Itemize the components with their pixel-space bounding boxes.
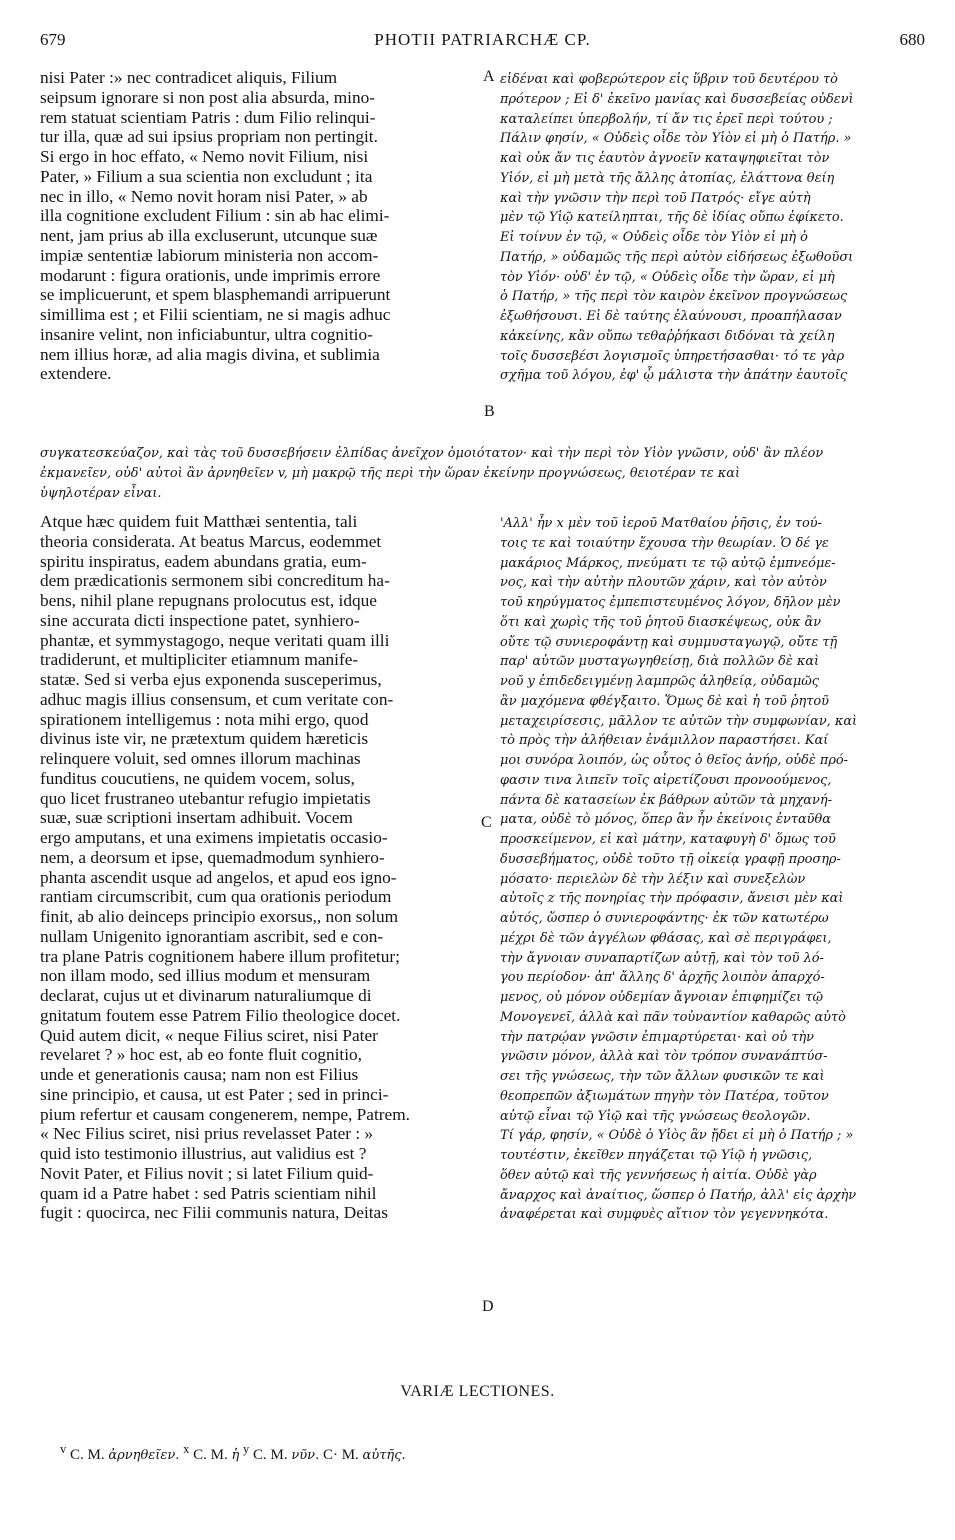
- text-line: ὁ Πατήρ, » τῆς περὶ τὸν καιρὸν ἐκεῖνον προγνώσεως: [500, 289, 848, 305]
- text-line: κἀκείνης, κἂν οὔπω τεθαῤῥήκασι διδόναι τὰ χείλη: [500, 328, 835, 344]
- text-line: dem prædicationis sermonem sibi concreditum ha-: [40, 571, 390, 591]
- running-header: [40, 30, 925, 58]
- text-line: παρ' αὐτῶν μυσταγωγηθείσῃ, διὰ πολλῶν δὲ καὶ: [500, 654, 820, 670]
- note-y: $^y$ C. M. νῦν.: [243, 1442, 320, 1463]
- text-line: declarat, cujus ut et divinarum naturaliumque di: [40, 986, 372, 1005]
- text-line: μεταχειρίσεσις, μᾶλλον τε αὐτῶν τὴν συμφωνίαν, καὶ: [500, 713, 858, 729]
- margin-marker-d: D: [482, 1298, 494, 1315]
- text-line: illa cognitione excludent Filium : sin ab hac elimi-: [40, 206, 390, 226]
- text-line: τοῖς δυσσεβέσι λογισμοῖς ὑπηρετήσασθαι· τό τε γὰρ: [500, 348, 845, 364]
- text-line: 'Αλλ' ἦν x μὲν τοῦ ἱεροῦ Ματθαίου ῥῆσις, ἐν τού-: [500, 516, 822, 531]
- text-line: suæ, suæ scriptioni insertam adhibuit. Vocem: [40, 808, 353, 828]
- text-line: ἐκμανεῖεν, οὐδ' αὐτοὶ ἂν ἀρνηθεῖεν v, μὴ μακρῷ τῆς περὶ τὴν ὥραν ἐκείνην προγνώσεως, θειοτέραν τε καὶ: [40, 465, 740, 481]
- text-line: bens, nihil plane repugnans prolocutus est, idque: [40, 591, 377, 610]
- text-line: spiritu inspiratus, eadem abundans gratia, eum-: [40, 551, 367, 571]
- note-v: $^v$ C. M. ἀρνηθεῖεν.: [60, 1442, 180, 1463]
- text-line: ἄναρχος καὶ ἀναίτιος, ὥσπερ ὁ Πατήρ, ἀλλ' εἰς ἀρχὴν: [500, 1187, 857, 1203]
- text-line: νοῦ y ἐπιδεδειγμένῃ λαμπρῶς ἀληθείᾳ, οὐδαμῶς: [500, 674, 819, 689]
- text-line: ὑψηλοτέραν εἶναι.: [40, 485, 162, 501]
- variae-lectiones-notes: [60, 1442, 406, 1464]
- text-line: rem statuat scientiam Patris : dum Filio relinqui-: [40, 107, 376, 127]
- text-line: μόσατο· περιελὼν δὲ τὴν λέξιν καὶ συνεξελὼν: [500, 871, 806, 887]
- text-line: καὶ τὴν γνῶσιν τὴν περὶ τοῦ Πατρός· εἴγε αὐτὴ: [500, 190, 811, 206]
- text-line: seipsum ignorare si non post alia absurda, mino-: [40, 87, 376, 107]
- text-line: ἀναφέρεται καὶ συμφυὲς αἴτιον τὸν γεγεννηκότα.: [500, 1207, 829, 1223]
- text-line: Atque hæc quidem fuit Matthæi sententia, tali: [40, 512, 358, 531]
- text-line: se implicuerunt, et spem blasphemandi arripuerunt: [40, 285, 391, 305]
- text-line: tradiderunt, et multipliciter etiamnum manife-: [40, 650, 359, 670]
- text-line: Πάλιν φησίν, « Οὐδεὶς οἶδε τὸν Υἱὸν εἰ μὴ ὁ Πατήρ. »: [500, 131, 852, 147]
- margin-marker-b: B: [484, 403, 495, 420]
- text-line: ὅθεν αὐτῷ καὶ τῆς γεννήσεως ἡ αἰτία. Οὐδὲ γὰρ: [500, 1167, 817, 1183]
- text-line: σχῆμα τοῦ λόγου, ἐφ' ᾧ μάλιστα τὴν ἀπάτην ἑαυτοῖς: [500, 368, 848, 384]
- text-line: quo licet frustraneo utebantur refugio impietatis: [40, 788, 371, 808]
- text-line: Εἰ τοίνυν ἐν τῷ, « Οὐδεὶς οἶδε τὸν Υἱὸν εἰ μὴ ὁ: [500, 230, 808, 245]
- variae-lectiones-heading: VARIÆ LECTIONES.: [400, 1383, 555, 1400]
- text-line: Si ergo in hoc effato, « Nemo novit Filium, nisi: [40, 147, 369, 166]
- text-line: προσκείμενον, εἰ καὶ μάτην, καταφυγὴ δ' ὅμως τοῦ: [500, 832, 836, 847]
- text-line: unde et generationis causa; nam non est Filius: [40, 1065, 359, 1084]
- text-line: συγκατεσκεύαζον, καὶ τὰς τοῦ δυσσεβήσειν ἐλπίδας ἀνεῖχον ὁμοιότατον· καὶ τὴν περὶ τὸν Υἱὸν γνῶσιν, οὐδ' ἂν πλέον: [40, 446, 824, 461]
- text-line: pium refertur et causam congenerem, nempe, Patrem.: [40, 1104, 410, 1124]
- running-title: PHOTII PATRIARCHÆ CP.: [374, 30, 591, 49]
- text-line: finit, ab alio deinceps principio exorsus,, non solum: [40, 907, 399, 926]
- text-line: fugit : quocirca, nec Filii communis natura, Deitas: [40, 1203, 388, 1223]
- text-line: Υἱόν, εἰ μὴ μετὰ τῆς ἄλλης ἀτοπίας, ἐλάττονα θείη: [500, 170, 835, 186]
- text-line: ergo amputans, et una eximens impietatis occasio-: [40, 828, 388, 847]
- text-line: sine accurata dicti inspectione patet, synhiero-: [40, 610, 360, 630]
- greek-column-bottom: [500, 514, 930, 1225]
- note-x: $^x$ C. M. ἡ: [183, 1442, 240, 1463]
- text-line: rantiam circumscribit, cum qua orationis periodum: [40, 887, 392, 907]
- text-line: nent, jam prius ab illa excluserunt, utcunque suæ: [40, 226, 378, 245]
- text-line: μὲν τῷ Υἱῷ κατείληπται, τῆς δὲ ἰδίας οὔπω ἐφίκετο.: [500, 210, 844, 226]
- text-line: extendere.: [40, 364, 112, 384]
- text-line: τουτέστιν, ἐκεῖθεν πηγάζεται τῷ Υἱῷ ἡ γνῶσις,: [500, 1148, 813, 1163]
- text-line: σει τῆς γνώσεως, τὴν τῶν ἄλλων φυσικῶν τε καὶ: [500, 1069, 825, 1084]
- text-line: impiæ sententiæ labiorum ministeria non accom-: [40, 245, 379, 265]
- text-line: Μονογενεῖ, ἀλλὰ καὶ πᾶν τοὐναντίον καθαρῶς αὐτὸ: [500, 1009, 846, 1025]
- text-line: τὴν ἄγνοιαν συναπαρτίζων αὐτῇ, καὶ τὸν τοῦ λό-: [500, 950, 824, 966]
- text-line: quam id a Patre habet : sed Patris scientiam nihil: [40, 1183, 377, 1203]
- text-line: phantæ, et symmystagogo, neque veritati quam illi: [40, 630, 390, 650]
- text-line: spirationem intelligemus : nota mihi ergo, quod: [40, 709, 369, 729]
- text-line: quid isto testimonio illustrius, aut validius est ?: [40, 1144, 367, 1163]
- text-line: nem, a deorsum et ipse, quemadmodum synhiero-: [40, 847, 385, 867]
- text-line: τὸν Υἱόν· οὐδ' ἐν τῷ, « Οὐδεὶς οἶδε τὴν ὥραν, εἰ μὴ: [500, 269, 835, 285]
- greek-fullwidth-passage: [40, 444, 930, 503]
- text-line: τὸ πρὸς τὴν ἀλήθειαν ἐνάμιλλον παραστήσει. Καί: [500, 733, 829, 749]
- text-line: Quid autem dicit, « neque Filius sciret, nisi Pater: [40, 1025, 378, 1045]
- note-z: C· M. αὐτῆς.: [322, 1447, 406, 1463]
- greek-column-top: [500, 70, 930, 386]
- text-line: tur illa, quæ ad sui ipsius propriam non pertingit.: [40, 127, 378, 147]
- text-line: τὴν πατρῴαν γνῶσιν ἐπιμαρτύρεται· καὶ οὐ τὴν: [500, 1029, 815, 1045]
- text-line: πάντα δὲ κατασείων ἐκ βάθρων αὐτῶν τὰ μηχανή-: [500, 792, 832, 808]
- text-line: αὐτοῖς z τῆς πονηρίας τὴν πρόφασιν, ἄνεισι μὲν καὶ: [500, 891, 844, 907]
- text-line: « Nec Filius sciret, nisi prius revelasset Pater : »: [40, 1124, 374, 1144]
- text-line: θεοπρεπῶν ἀξιωμάτων πηγὴν τὸν Πατέρα, τοῦτον: [500, 1088, 829, 1104]
- text-line: εἰδέναι καὶ φοβερώτερον εἰς ὕβριν τοῦ δευτέρου τὸ: [500, 72, 838, 87]
- text-line: νος, καὶ τὴν αὐτὴν πλουτῶν χάριν, καὶ τὸν αὐτὸν: [500, 575, 827, 591]
- text-line: Πατήρ, » οὐδαμῶς τῆς περὶ αὐτὸν εἰδήσεως ἐξωθοῦσι: [500, 249, 854, 265]
- text-line: ἂν μαχόμενα φθέγξαιτο. Ὅμως δὲ καὶ ἡ τοῦ ῥητοῦ: [500, 693, 829, 709]
- text-line: δυσσεβήματος, οὐδὲ τοῦτο τῇ οἰκείᾳ γραφῇ προσηρ-: [500, 851, 841, 867]
- text-line: adhuc magis illius consensum, et cum veritate con-: [40, 689, 394, 709]
- text-line: Τί γάρ, φησίν, « Οὐδὲ ὁ Υἱὸς ἂν ᾔδει εἰ μὴ ὁ Πατήρ ; »: [500, 1128, 854, 1144]
- text-line: ματα, οὐδὲ τὸ μόνος, ὅπερ ἂν ἦν ἐκείνοις ἐνταῦθα: [500, 812, 831, 828]
- text-line: theoria considerata. At beatus Marcus, eodemmet: [40, 531, 382, 551]
- text-line: insanire velint, non inficiabuntur, ultra cognitio-: [40, 324, 373, 344]
- text-line: nullam Unigenito ignorantiam ascribit, sed e con-: [40, 926, 384, 946]
- text-line: gnitatum foutem esse Patrem Filio theologice docet.: [40, 1005, 401, 1025]
- margin-marker-c: C: [481, 814, 492, 831]
- text-line: phanta ascendit usque ad angelos, et apud eos igno-: [40, 867, 397, 887]
- text-line: μοι συνόρα λοιπόν, ὡς οὗτος ὁ θεῖος ἀνήρ, οὐδὲ πρό-: [500, 753, 849, 768]
- text-line: πρότερον ; Εἰ δ' ἐκεῖνο μανίας καὶ δυσσεβείας οὐδενὶ: [500, 91, 854, 107]
- text-line: ἐξωθήσουσι. Εἰ δὲ ταύτης ἐλαύνουσι, προαπήλασαν: [500, 309, 842, 324]
- text-line: μέχρι δὲ τῶν ἀγγέλων φθάσας, καὶ σὲ περιγράφει,: [500, 930, 832, 946]
- text-line: μενος, οὐ μόνον οὐδεμίαν ἄγνοιαν ἐπιφημίζει τῷ: [500, 990, 824, 1005]
- text-line: statæ. Sed si verba ejus exponenda susceperimus,: [40, 670, 382, 689]
- margin-marker-a: A: [483, 68, 495, 85]
- text-line: τοῦ κηρύγματος ἐμπεπιστευμένος λόγον, δῆλον μὲν: [500, 595, 841, 610]
- right-column-number: 680: [899, 30, 925, 49]
- text-line: φασιν τινα λιπεῖν τοῖς αἱρετίζουσι προνοούμενος,: [500, 772, 832, 788]
- text-line: revelaret ? » hoc est, ab eo fonte fluit cognitio,: [40, 1045, 362, 1065]
- text-line: funditus coucutiens, ne quidem vocem, solus,: [40, 768, 355, 788]
- text-line: καταλείπει ὑπερβολήν, τί ἄν τις ἐρεῖ περὶ τούτου ;: [500, 111, 833, 127]
- left-column-number: 679: [40, 30, 66, 49]
- text-line: nem illius horæ, ad alia magis divina, et sublimia: [40, 344, 380, 364]
- text-line: τοις τε καὶ τοιαύτην ἔχουσα τὴν θεωρίαν. Ὁ δέ γε: [500, 535, 829, 551]
- text-line: nec in illo, « Nemo novit horam nisi Pater, » ab: [40, 186, 368, 206]
- text-line: non illam modo, sed illius modum et mensuram: [40, 966, 371, 986]
- latin-column-top: [40, 68, 485, 384]
- text-line: modarunt : figura orationis, unde imprimis errore: [40, 265, 381, 285]
- text-line: ὅτι καὶ χωρὶς τῆς τοῦ ῥητοῦ διασκέψεως, οὐκ ἂν: [500, 614, 822, 630]
- text-line: γνῶσιν μόνον, ἀλλὰ καὶ τὸν τρόπον συνανάπτύσ-: [500, 1049, 828, 1065]
- text-line: γου περίοδον· ἀπ' ἄλλης δ' ἀρχῆς λοιπὸν ἀπαρχό-: [500, 970, 825, 986]
- text-line: sine principio, et causa, ut est Pater ; sed in princi-: [40, 1084, 389, 1104]
- text-line: tra plane Patris cognitionem habere illum profitetur;: [40, 946, 400, 966]
- text-line: Pater, » Filium a sua scientia non excludunt ; ita: [40, 166, 373, 186]
- text-line: Novit Pater, et Filius novit ; si latet Filium quid-: [40, 1163, 374, 1183]
- text-line: simillima est ; et Filii scientiam, ne si magis adhuc: [40, 305, 391, 324]
- text-line: αὐτός, ὥσπερ ὁ συνιεροφάντης· ἐκ τῶν κατωτέρω: [500, 911, 829, 926]
- text-line: divinus iste vir, ne prætextum quidem hæreticis: [40, 729, 369, 749]
- text-line: οὔτε τῷ συνιεροφάντῃ καὶ συμμυσταγωγῷ, οὔτε τῇ: [500, 634, 838, 650]
- text-line: nisi Pater :» nec contradicet aliquis, Filium: [40, 68, 338, 87]
- text-line: relinquere voluit, sed omnes illorum machinas: [40, 749, 361, 768]
- text-line: μακάριος Μάρκος, πνεύματι τε τῷ αὐτῷ ἐμπνεόμε-: [500, 555, 836, 571]
- text-line: αὐτῷ εἶναι τῷ Υἱῷ καὶ τῆς γνώσεως θεολογῶν.: [500, 1108, 811, 1124]
- latin-column-bottom: [40, 512, 485, 1223]
- text-line: καὶ οὐκ ἄν τις ἑαυτὸν ἀγνοεῖν καταψηφιεῖται τὸν: [500, 151, 830, 166]
